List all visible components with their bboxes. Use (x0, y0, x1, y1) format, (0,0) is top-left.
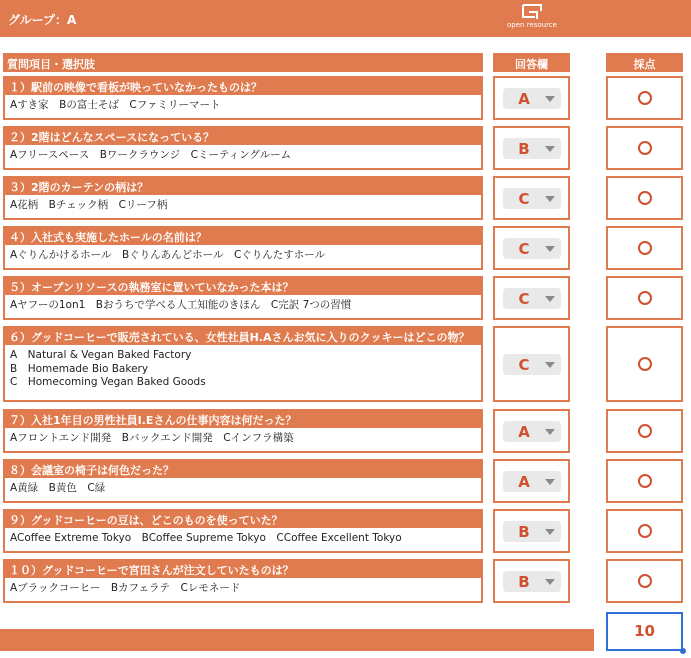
logo-text: open resource (507, 21, 557, 29)
answer-dropdown[interactable] (503, 354, 561, 375)
question-options (3, 345, 483, 402)
answer-value: C (518, 190, 530, 208)
cell-fill-handle[interactable] (680, 648, 686, 654)
correct-mark-icon (638, 91, 652, 105)
option-text: A黄緑 B黄色 C緑 (10, 482, 106, 494)
question-title: ４）入社式も実施したホールの名前は？ (3, 226, 483, 245)
option-text: Aフリースペース Bワークラウンジ Cミーティングルーム (10, 149, 292, 161)
question-row (3, 126, 483, 170)
answer-value: B (518, 140, 530, 158)
answer-cell (493, 559, 570, 603)
score-cell[interactable] (606, 126, 683, 170)
question-row (3, 226, 483, 270)
header-bar (0, 0, 691, 37)
score-cell[interactable] (606, 409, 683, 453)
question-options (3, 245, 483, 270)
answer-cell (493, 126, 570, 170)
score-cell[interactable] (606, 226, 683, 270)
chevron-down-icon (545, 429, 555, 435)
answer-cell (493, 176, 570, 220)
question-title: ６）グッドコーヒーで販売されている、女性社員H.Aさんお気に入りのクッキーはどこの物？ (3, 326, 483, 345)
chevron-down-icon (545, 146, 555, 152)
answer-value: A (518, 473, 530, 491)
chevron-down-icon (545, 296, 555, 302)
answer-dropdown[interactable] (503, 288, 561, 309)
total-score-cell[interactable]: 10 (606, 612, 683, 651)
question-title: ２）2階はどんなスペースになっている？ (3, 126, 483, 145)
chevron-down-icon (545, 96, 555, 102)
answer-cell (493, 76, 570, 120)
correct-mark-icon (638, 191, 652, 205)
question-title: ５）オープンリソースの執務室に置いていなかった本は？ (3, 276, 483, 295)
question-options (3, 528, 483, 553)
correct-mark-icon (638, 424, 652, 438)
score-cell[interactable] (606, 509, 683, 553)
question-options (3, 145, 483, 170)
option-text: A Natural & Vegan Baked Factory (10, 349, 192, 361)
score-cell[interactable] (606, 559, 683, 603)
answer-dropdown[interactable] (503, 571, 561, 592)
option-text: Aすき家 Bの富士そば Cファミリーマート (10, 99, 221, 111)
question-title: ７）入社1年目の男性社員I.Eさんの仕事内容は何だった？ (3, 409, 483, 428)
answer-cell (493, 226, 570, 270)
answer-dropdown[interactable] (503, 138, 561, 159)
chevron-down-icon (545, 362, 555, 368)
score-cell[interactable] (606, 459, 683, 503)
score-cell[interactable] (606, 326, 683, 402)
question-row (3, 509, 483, 553)
correct-mark-icon (638, 357, 652, 371)
correct-mark-icon (638, 524, 652, 538)
correct-mark-icon (638, 474, 652, 488)
correct-mark-icon (638, 574, 652, 588)
option-text: Aヤフーの1on1 Bおうちで学べる人工知能のきほん C完訳 7つの習慣 (10, 299, 352, 311)
chevron-down-icon (545, 196, 555, 202)
option-text: A花柄 Bチェック柄 Cリーフ柄 (10, 199, 168, 211)
question-row (3, 176, 483, 220)
question-options (3, 195, 483, 220)
question-options (3, 478, 483, 503)
question-options (3, 578, 483, 603)
option-text: ACoffee Extreme Tokyo BCoffee Supreme Tokyo CCoffee Excellent Tokyo (10, 532, 402, 544)
option-text: Aブラックコーヒー Bカフェラテ Cレモネード (10, 582, 241, 594)
score-cell[interactable] (606, 76, 683, 120)
question-row (3, 276, 483, 320)
answer-cell (493, 326, 570, 402)
answer-value: A (518, 423, 530, 441)
chevron-down-icon (545, 246, 555, 252)
answer-dropdown[interactable] (503, 188, 561, 209)
chevron-down-icon (545, 529, 555, 535)
column-header-answer: 回答欄 (493, 53, 570, 72)
question-title: ３）2階のカーテンの柄は？ (3, 176, 483, 195)
answer-value: C (518, 240, 530, 258)
column-header-score: 採点 (606, 53, 683, 72)
answer-cell (493, 509, 570, 553)
answer-dropdown[interactable] (503, 88, 561, 109)
footer-bar (0, 629, 594, 651)
correct-mark-icon (638, 291, 652, 305)
option-text: B Homemade Bio Bakery (10, 362, 149, 375)
question-title: ８）会議室の椅子は何色だった？ (3, 459, 483, 478)
open-resource-logo (500, 3, 564, 33)
answer-dropdown[interactable] (503, 238, 561, 259)
question-options (3, 428, 483, 453)
option-text: Aぐりんかけるホール Bぐりんあんどホール Cぐりんたすホール (10, 249, 326, 261)
question-row (3, 326, 483, 402)
logo-icon (521, 3, 543, 21)
correct-mark-icon (638, 241, 652, 255)
answer-dropdown[interactable] (503, 471, 561, 492)
answer-value: B (518, 523, 530, 541)
answer-cell (493, 276, 570, 320)
question-row (3, 76, 483, 120)
question-title: １）駅前の映像で看板が映っていなかったものは？ (3, 76, 483, 95)
correct-mark-icon (638, 141, 652, 155)
chevron-down-icon (545, 479, 555, 485)
score-cell[interactable] (606, 176, 683, 220)
answer-value: A (518, 90, 530, 108)
question-options (3, 95, 483, 120)
answer-cell (493, 459, 570, 503)
answer-dropdown[interactable] (503, 521, 561, 542)
question-options (3, 295, 483, 320)
question-title: １０）グッドコーヒーで宮田さんが注文していたものは？ (3, 559, 483, 578)
question-row (3, 559, 483, 603)
option-text: C Homecoming Vegan Baked Goods (10, 376, 206, 388)
answer-value: B (518, 573, 530, 591)
column-header-question: 質問項目・選択肢 (3, 53, 483, 72)
chevron-down-icon (545, 579, 555, 585)
option-text: Aフロントエンド開発 Bバックエンド開発 Cインフラ構築 (10, 432, 294, 444)
answer-dropdown[interactable] (503, 421, 561, 442)
group-label: グループ：A (8, 13, 77, 27)
question-row (3, 409, 483, 453)
answer-value: C (518, 290, 530, 308)
answer-value: C (518, 356, 530, 374)
answer-cell (493, 409, 570, 453)
question-title: ９）グッドコーヒーの豆は、どこのものを使っていた？ (3, 509, 483, 528)
question-row (3, 459, 483, 503)
score-cell[interactable] (606, 276, 683, 320)
